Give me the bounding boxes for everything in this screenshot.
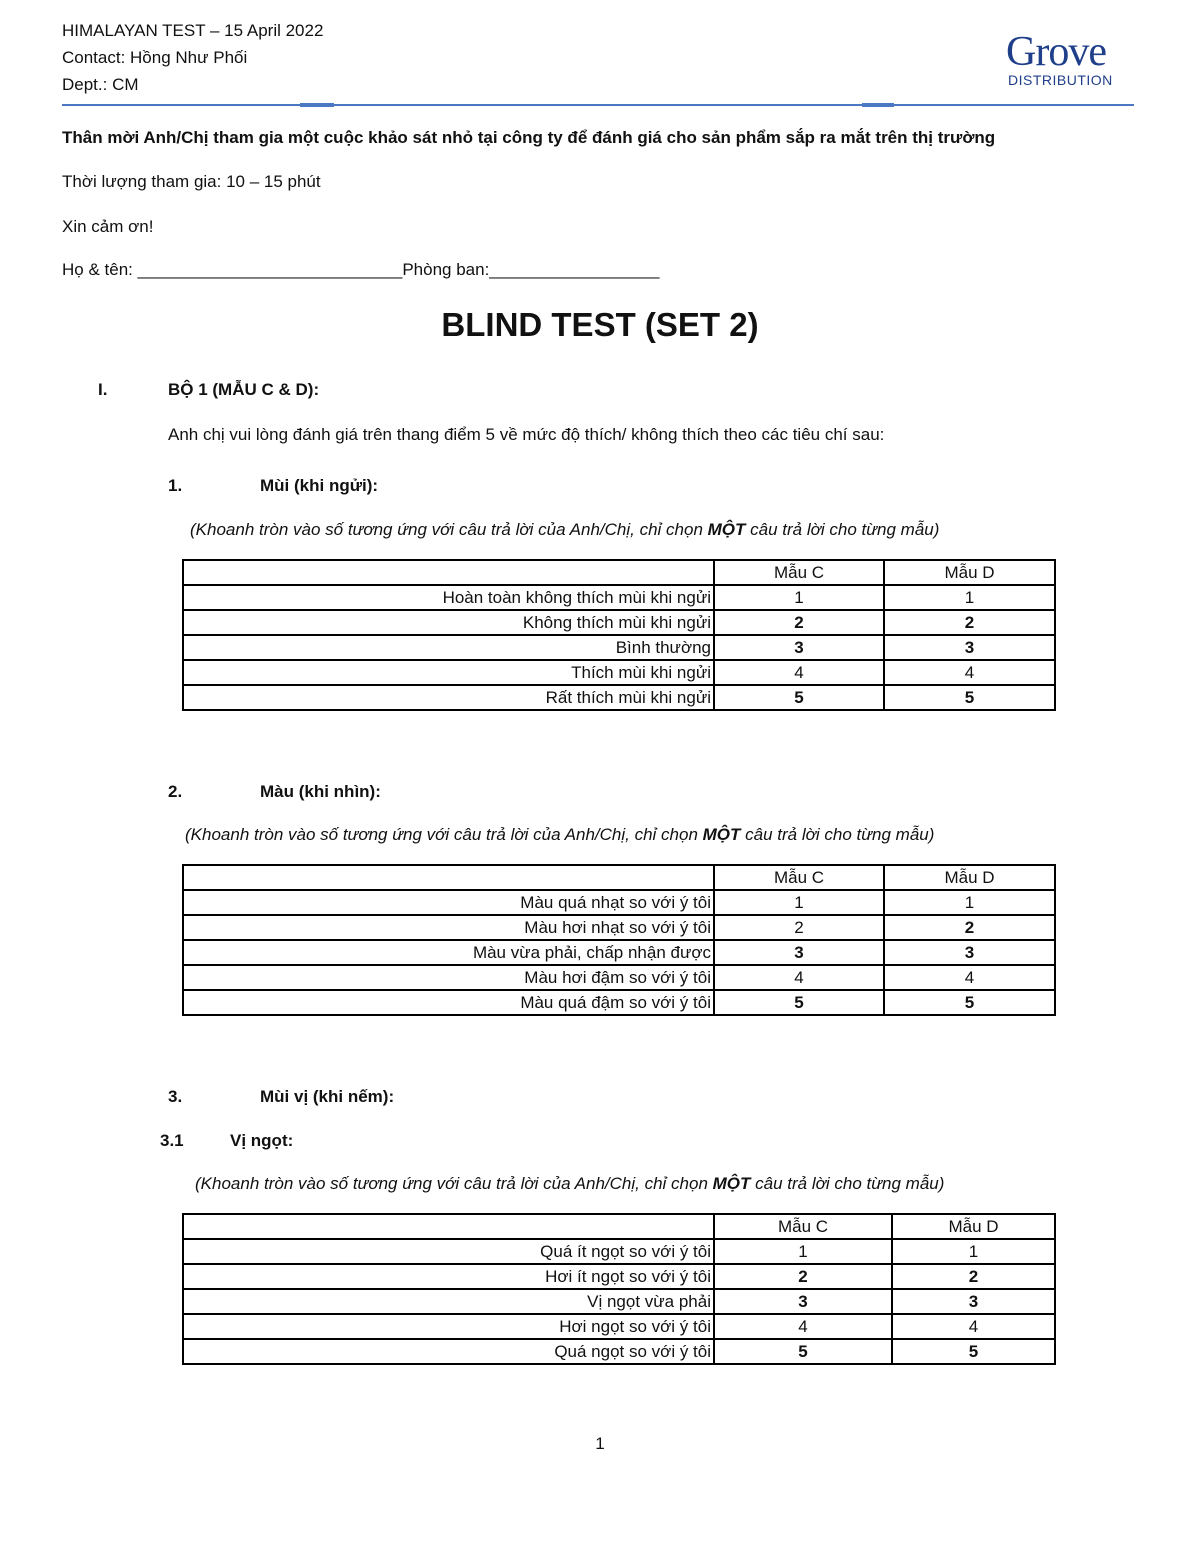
question-heading: Mùi (khi ngửi): bbox=[260, 476, 379, 495]
rating-option-c[interactable]: 4 bbox=[714, 965, 884, 990]
section-heading: BỘ 1 (MẪU C & D): bbox=[168, 380, 320, 399]
table-header-row bbox=[183, 865, 1055, 890]
duration-text: Thời lượng tham gia: 10 – 15 phút bbox=[62, 172, 321, 191]
table-row bbox=[183, 1239, 1055, 1264]
rating-option-c[interactable]: 5 bbox=[714, 990, 884, 1015]
table-header-row bbox=[183, 560, 1055, 585]
rating-option-d[interactable]: 2 bbox=[884, 915, 1055, 940]
column-header-sample-c: Mẫu C bbox=[714, 560, 884, 585]
rating-option-d[interactable]: 4 bbox=[884, 660, 1055, 685]
question-number: 2. bbox=[168, 782, 183, 801]
rating-option-c[interactable]: 5 bbox=[714, 685, 884, 710]
header-test-title: HIMALAYAN TEST – 15 April 2022 bbox=[62, 21, 324, 40]
page-title: BLIND TEST (SET 2) bbox=[441, 306, 759, 343]
table-row bbox=[183, 1314, 1055, 1339]
rating-label: Màu hơi đậm so với ý tôi bbox=[183, 965, 714, 990]
question-heading: Màu (khi nhìn): bbox=[260, 782, 381, 801]
invitation-text: Thân mời Anh/Chị tham gia một cuộc khảo sát nhỏ tại công ty để đánh giá cho sản phẩm sắp ra mắt trên thị trường bbox=[62, 128, 996, 147]
company-logo-subtitle: DISTRIBUTION bbox=[1008, 72, 1113, 88]
table-row bbox=[183, 635, 1055, 660]
rating-option-d[interactable]: 1 bbox=[884, 890, 1055, 915]
table-row bbox=[183, 685, 1055, 710]
table-row bbox=[183, 660, 1055, 685]
rating-label: Màu quá nhạt so với ý tôi bbox=[183, 890, 714, 915]
rating-label: Bình thường bbox=[183, 635, 714, 660]
table-row bbox=[183, 1264, 1055, 1289]
company-logo: Grove bbox=[1006, 29, 1106, 75]
rating-label: Rất thích mùi khi ngửi bbox=[183, 685, 714, 710]
subquestion-heading: Vị ngọt: bbox=[230, 1131, 294, 1150]
rating-option-c[interactable]: 1 bbox=[714, 585, 884, 610]
rating-label: Quá ít ngọt so với ý tôi bbox=[183, 1239, 714, 1264]
question-number: 3. bbox=[168, 1087, 183, 1106]
rating-option-d[interactable]: 2 bbox=[892, 1264, 1055, 1289]
department-field-label: Phòng ban:__________________ bbox=[402, 260, 660, 279]
rating-table-smell bbox=[182, 559, 1056, 711]
table-row bbox=[183, 940, 1055, 965]
table-row bbox=[183, 1289, 1055, 1314]
rating-option-c[interactable]: 5 bbox=[714, 1339, 892, 1364]
rating-option-d[interactable]: 1 bbox=[892, 1239, 1055, 1264]
thanks-text: Xin cảm ơn! bbox=[62, 217, 154, 236]
header-contact: Contact: Hồng Như Phối bbox=[62, 48, 248, 67]
table-header-row bbox=[183, 1214, 1055, 1239]
rating-option-c[interactable]: 3 bbox=[714, 940, 884, 965]
rating-option-c[interactable]: 4 bbox=[714, 1314, 892, 1339]
rating-option-d[interactable]: 3 bbox=[892, 1289, 1055, 1314]
question-number: 1. bbox=[168, 476, 183, 495]
name-field-label: Họ & tên: ____________________________ bbox=[62, 260, 403, 279]
answer-instruction: (Khoanh tròn vào số tương ứng với câu trả lời của Anh/Chị, chỉ chọn MỘT câu trả lời cho từng mẫu) bbox=[185, 825, 935, 844]
column-header-sample-d: Mẫu D bbox=[884, 865, 1055, 890]
rating-label: Màu vừa phải, chấp nhận được bbox=[183, 940, 714, 965]
rating-option-d[interactable]: 4 bbox=[892, 1314, 1055, 1339]
rating-label: Hơi ngọt so với ý tôi bbox=[183, 1314, 714, 1339]
rating-option-c[interactable]: 4 bbox=[714, 660, 884, 685]
rating-option-d[interactable]: 5 bbox=[884, 685, 1055, 710]
table-row bbox=[183, 1339, 1055, 1364]
rating-option-d[interactable]: 5 bbox=[892, 1339, 1055, 1364]
rating-option-c[interactable]: 3 bbox=[714, 635, 884, 660]
rating-option-c[interactable]: 2 bbox=[714, 915, 884, 940]
answer-instruction: (Khoanh tròn vào số tương ứng với câu trả lời của Anh/Chị, chỉ chọn MỘT câu trả lời cho từng mẫu) bbox=[195, 1174, 945, 1193]
rating-label: Hoàn toàn không thích mùi khi ngửi bbox=[183, 585, 714, 610]
answer-instruction: (Khoanh tròn vào số tương ứng với câu trả lời của Anh/Chị, chỉ chọn MỘT câu trả lời cho từng mẫu) bbox=[190, 520, 940, 539]
page-number: 1 bbox=[595, 1434, 605, 1453]
header-divider-accent bbox=[300, 103, 334, 107]
table-row bbox=[183, 965, 1055, 990]
rating-option-c[interactable]: 2 bbox=[714, 1264, 892, 1289]
question-heading: Mùi vị (khi nếm): bbox=[260, 1087, 395, 1106]
rating-option-c[interactable]: 1 bbox=[714, 890, 884, 915]
rating-label: Không thích mùi khi ngửi bbox=[183, 610, 714, 635]
subquestion-number: 3.1 bbox=[160, 1131, 184, 1150]
table-row bbox=[183, 990, 1055, 1015]
rating-option-d[interactable]: 5 bbox=[884, 990, 1055, 1015]
header-dept: Dept.: CM bbox=[62, 75, 139, 94]
name-field[interactable] bbox=[62, 260, 659, 280]
rating-option-d[interactable]: 3 bbox=[884, 635, 1055, 660]
column-header-sample-d: Mẫu D bbox=[892, 1214, 1055, 1239]
table-row bbox=[183, 585, 1055, 610]
rating-label: Màu quá đậm so với ý tôi bbox=[183, 990, 714, 1015]
rating-option-d[interactable]: 2 bbox=[884, 610, 1055, 635]
section-number: I. bbox=[98, 380, 108, 399]
rating-table-sweetness bbox=[182, 1213, 1056, 1365]
rating-option-d[interactable]: 1 bbox=[884, 585, 1055, 610]
rating-label: Hơi ít ngọt so với ý tôi bbox=[183, 1264, 714, 1289]
table-row bbox=[183, 610, 1055, 635]
column-header-sample-c: Mẫu C bbox=[714, 865, 884, 890]
rating-option-c[interactable]: 2 bbox=[714, 610, 884, 635]
header-divider bbox=[62, 104, 1134, 106]
rating-label: Quá ngọt so với ý tôi bbox=[183, 1339, 714, 1364]
table-row bbox=[183, 890, 1055, 915]
table-row bbox=[183, 915, 1055, 940]
rating-label: Màu hơi nhạt so với ý tôi bbox=[183, 915, 714, 940]
rating-option-c[interactable]: 1 bbox=[714, 1239, 892, 1264]
rating-label: Vị ngọt vừa phải bbox=[183, 1289, 714, 1314]
section-instruction: Anh chị vui lòng đánh giá trên thang điểm 5 về mức độ thích/ không thích theo các tiêu chí sau: bbox=[168, 425, 885, 444]
column-header-sample-d: Mẫu D bbox=[884, 560, 1055, 585]
rating-option-d[interactable]: 4 bbox=[884, 965, 1055, 990]
rating-label: Thích mùi khi ngửi bbox=[183, 660, 714, 685]
rating-option-d[interactable]: 3 bbox=[884, 940, 1055, 965]
rating-option-c[interactable]: 3 bbox=[714, 1289, 892, 1314]
column-header-sample-c: Mẫu C bbox=[714, 1214, 892, 1239]
rating-table-color bbox=[182, 864, 1056, 1016]
header-divider-accent bbox=[862, 103, 894, 107]
